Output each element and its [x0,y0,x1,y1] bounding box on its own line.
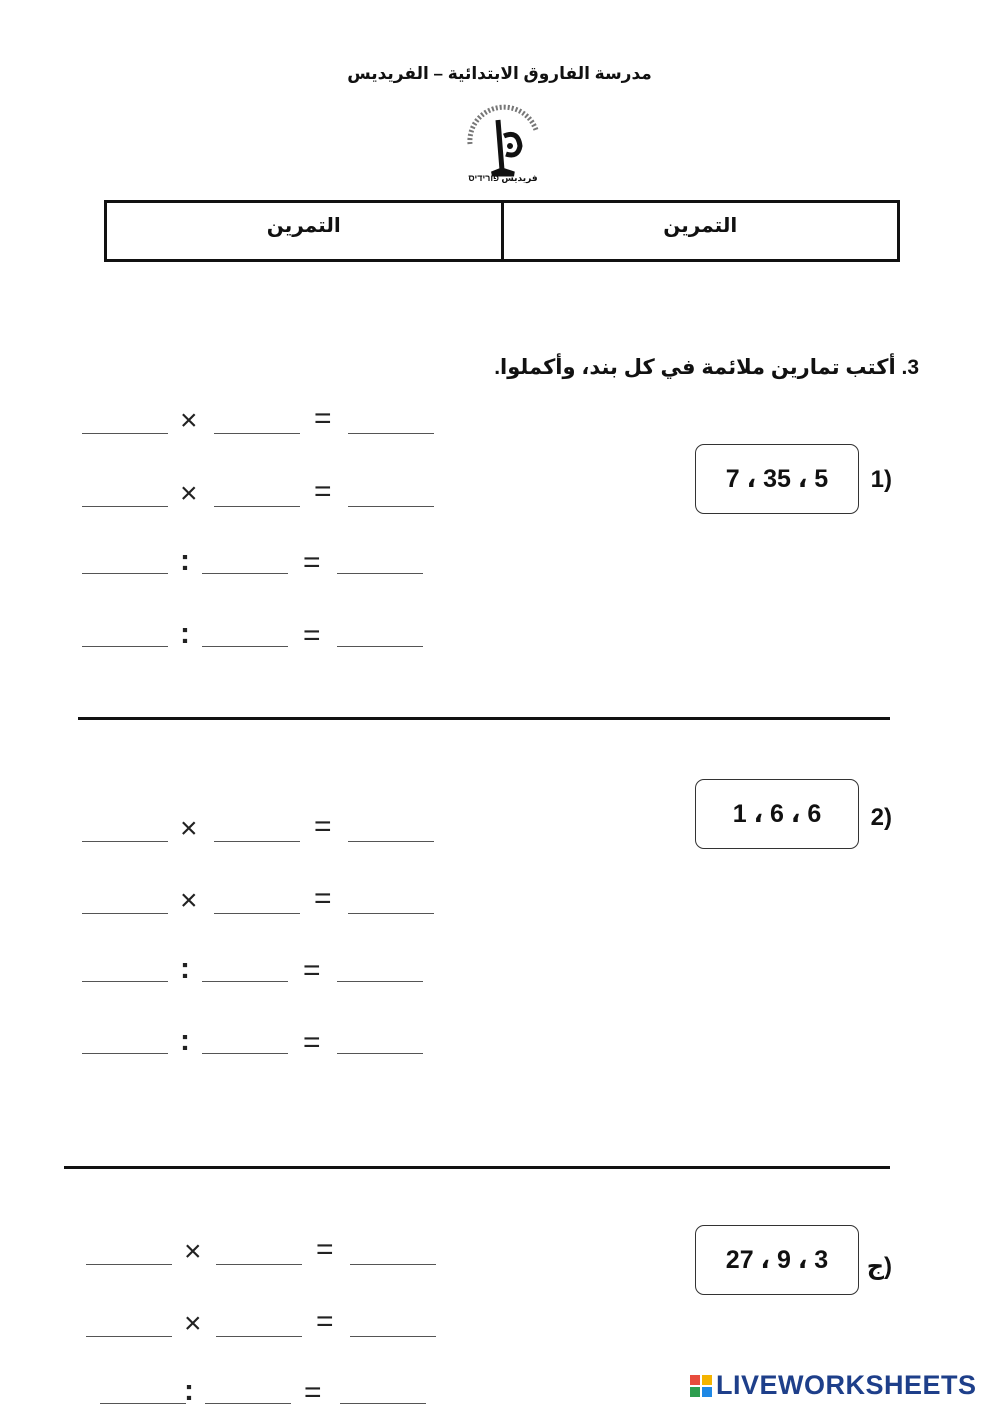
equals-sign: = [303,1026,321,1059]
answer-blank[interactable] [214,841,300,842]
answer-blank[interactable] [82,913,168,914]
equals-sign: = [314,882,332,915]
answer-blank[interactable] [348,506,434,507]
equals-sign: = [304,1376,322,1409]
multiply-sign: × [180,477,198,510]
answer-blank[interactable] [216,1264,302,1265]
divide-sign: : [180,1024,190,1057]
section-separator [78,717,890,720]
numbers-box: 3 ، 9 ، 27 [695,1225,859,1295]
equals-sign: = [314,810,332,843]
header-table [104,200,900,262]
liveworksheets-logo-icon [690,1375,712,1397]
answer-blank[interactable] [82,506,168,507]
multiply-sign: × [180,884,198,917]
answer-blank[interactable] [214,913,300,914]
school-emblem-icon [458,100,548,192]
watermark-text: LIVEWORKSHEETS [716,1370,977,1400]
liveworksheets-watermark [690,1370,977,1401]
equals-sign: = [303,546,321,579]
item-label: ج) [866,1253,892,1280]
multiply-sign: × [180,812,198,845]
equals-sign: = [314,475,332,508]
numbers-box: 5 ، 35 ، 7 [695,444,859,514]
item-label: 1) [870,466,892,493]
equals-sign: = [303,954,321,987]
school-name: مدرسة الفاروق الابتدائية – الفريديس [347,64,652,83]
header-cell-right: التمرين [663,215,738,237]
header-cell-left: التمرين [107,203,504,259]
answer-blank[interactable] [350,1336,436,1337]
instruction-text: 3. أكتب تمارين ملائمة في كل بند، وأكملوا. [494,356,919,379]
answer-blank[interactable] [214,433,300,434]
item-label: 2) [870,804,892,831]
logo-square [690,1375,700,1385]
divide-sign: : [184,1374,194,1407]
equals-sign: = [303,619,321,652]
answer-blank[interactable] [82,573,168,574]
answer-blank[interactable] [100,1403,186,1404]
answer-blank[interactable] [202,981,288,982]
section-separator [64,1166,890,1169]
answer-blank[interactable] [202,1053,288,1054]
answer-blank[interactable] [82,433,168,434]
multiply-sign: × [184,1235,202,1268]
answer-blank[interactable] [214,506,300,507]
logo-square [702,1387,712,1397]
answer-blank[interactable] [348,433,434,434]
answer-blank[interactable] [337,981,423,982]
divide-sign: : [180,617,190,650]
answer-blank[interactable] [350,1264,436,1265]
answer-blank[interactable] [86,1264,172,1265]
answer-blank[interactable] [348,841,434,842]
answer-blank[interactable] [82,646,168,647]
answer-blank[interactable] [337,646,423,647]
answer-blank[interactable] [337,573,423,574]
answer-blank[interactable] [202,573,288,574]
answer-blank[interactable] [82,981,168,982]
numbers-box: 6 ، 6 ، 1 [695,779,859,849]
answer-blank[interactable] [340,1403,426,1404]
answer-blank[interactable] [337,1053,423,1054]
answer-blank[interactable] [205,1403,291,1404]
logo-square [702,1375,712,1385]
divide-sign: : [180,952,190,985]
divide-sign: : [180,544,190,577]
multiply-sign: × [184,1307,202,1340]
answer-blank[interactable] [216,1336,302,1337]
answer-blank[interactable] [202,646,288,647]
answer-blank[interactable] [82,841,168,842]
answer-blank[interactable] [82,1053,168,1054]
equals-sign: = [316,1305,334,1338]
answer-blank[interactable] [86,1336,172,1337]
equals-sign: = [316,1233,334,1266]
answer-blank[interactable] [348,913,434,914]
logo-caption: فريديس פורידיס [468,173,538,183]
multiply-sign: × [180,404,198,437]
equals-sign: = [314,402,332,435]
logo-square [690,1387,700,1397]
